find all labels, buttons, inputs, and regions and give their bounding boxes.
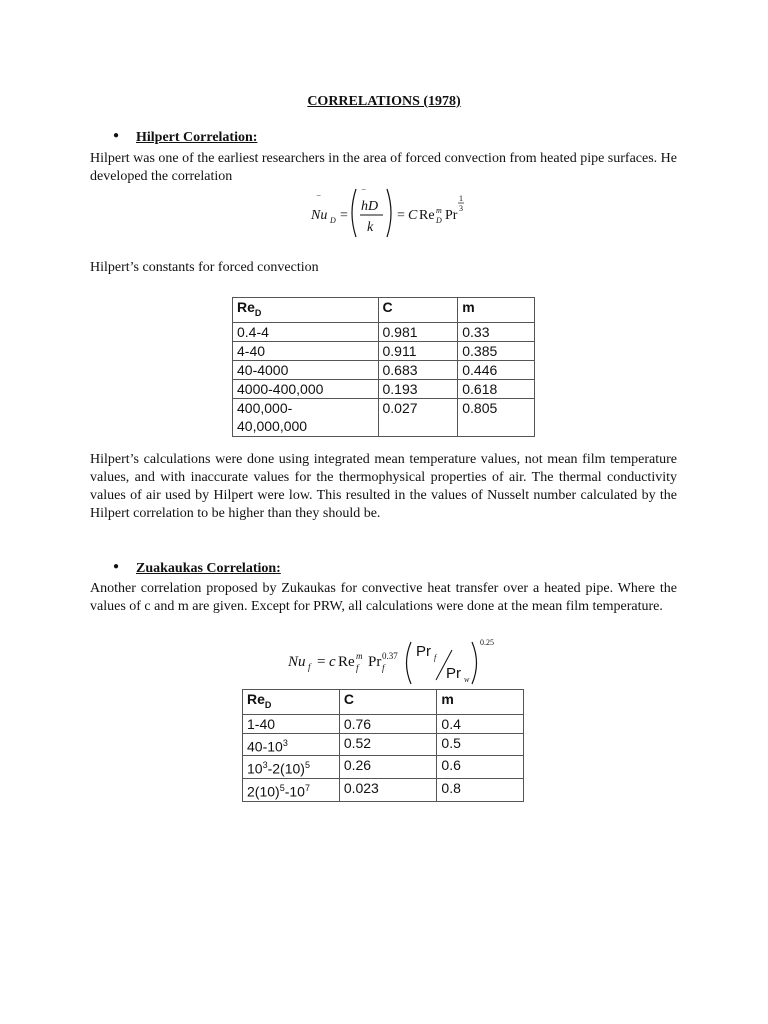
hilpert-heading-text: Hilpert Correlation:	[136, 130, 258, 145]
header-m: m	[437, 690, 524, 715]
cell-re: 4-40	[233, 341, 379, 360]
cell-re: 0.4-4	[233, 322, 379, 341]
bullet-icon: ●	[113, 561, 120, 572]
table-row	[233, 398, 535, 436]
svg-text:k: k	[367, 220, 374, 235]
cell-m: 0.8	[437, 779, 524, 802]
cell-m: 0.33	[458, 322, 535, 341]
cell-m: 0.446	[458, 360, 535, 379]
table-row	[243, 714, 524, 733]
svg-text:hD: hD	[361, 199, 379, 214]
cell-c: 0.52	[339, 733, 437, 756]
cell-c: 0.76	[339, 714, 437, 733]
cell-m: 0.618	[458, 379, 535, 398]
svg-text:‾: ‾	[317, 196, 321, 207]
svg-text:1: 1	[459, 194, 463, 203]
svg-text:Re: Re	[338, 654, 355, 670]
svg-text:w: w	[464, 675, 470, 684]
cell-c: 0.26	[339, 756, 437, 779]
svg-text:=: =	[340, 208, 348, 223]
svg-text:Pr: Pr	[445, 208, 458, 223]
cell-c: 0.911	[378, 341, 458, 360]
table-row	[233, 360, 535, 379]
svg-text:c: c	[329, 654, 336, 670]
cell-c: 0.981	[378, 322, 458, 341]
page-title: CORRELATIONS (1978)	[307, 94, 461, 109]
svg-text:Pr: Pr	[416, 643, 431, 660]
table-header-row	[243, 690, 524, 715]
svg-text:3: 3	[459, 204, 463, 213]
svg-text:m: m	[356, 651, 363, 661]
table-row	[243, 779, 524, 802]
svg-text:0.25: 0.25	[480, 638, 494, 647]
svg-text:=: =	[317, 654, 326, 670]
svg-text:C: C	[408, 208, 418, 223]
svg-text:f: f	[356, 663, 359, 673]
zukaukas-constants-table	[242, 689, 524, 802]
svg-text:f: f	[382, 663, 385, 673]
table-header-row	[233, 298, 535, 323]
cell-m: 0.4	[437, 714, 524, 733]
svg-text:Nu: Nu	[288, 654, 306, 670]
zukaukas-heading-text: Zuakaukas Correlation:	[136, 561, 281, 576]
table-row	[243, 756, 524, 779]
header-re: $Re_D$	[233, 298, 379, 323]
cell-c: 0.027	[378, 398, 458, 436]
cell-m: 0.6	[437, 756, 524, 779]
svg-text:‾: ‾	[362, 190, 366, 201]
header-re: $Re_D$	[243, 690, 340, 715]
bullet-icon: ●	[113, 130, 120, 141]
cell-c: 0.683	[378, 360, 458, 379]
svg-text:Pr: Pr	[368, 654, 382, 670]
table-row	[233, 341, 535, 360]
hilpert-table-caption: Hilpert’s constants for forced convection	[90, 260, 319, 275]
hilpert-equation	[308, 185, 468, 241]
svg-text:Re: Re	[419, 208, 435, 223]
hilpert-constants-table	[232, 297, 535, 437]
hilpert-discussion-paragraph: Hilpert’s calculations were done using integrated mean temperature values, not mean film temperature values, and with inaccurate values for the thermophysical properties of air. The thermal conductivity values of air used by Hilpert were low. This resulted in the values of Nusselt number calculated by the Hilpert correlation to be higher than they should be.	[90, 452, 677, 521]
table-row	[243, 733, 524, 756]
table-row	[233, 379, 535, 398]
hilpert-intro-paragraph: Hilpert was one of the earliest researchers in the area of forced convection from heated pipe surfaces. He developed the correlation	[90, 151, 677, 184]
svg-text:f: f	[308, 662, 311, 672]
svg-text:Pr: Pr	[446, 665, 461, 682]
cell-re: 40-4000	[233, 360, 379, 379]
svg-text:m: m	[436, 206, 442, 215]
zukaukas-intro-paragraph: Another correlation proposed by Zukaukas for convective heat transfer over a heated pipe. Where the values of c and m are given. Except for PRW, all calculations were done at the mean film temperature.	[90, 581, 677, 614]
cell-c: 0.023	[339, 779, 437, 802]
header-c: C	[339, 690, 437, 715]
zukaukas-equation	[286, 636, 506, 686]
cell-m: 0.5	[437, 733, 524, 756]
cell-m: 0.385	[458, 341, 535, 360]
cell-re: $10^3-2(10)^5$	[243, 756, 340, 779]
svg-text:D: D	[330, 216, 336, 225]
cell-c: 0.193	[378, 379, 458, 398]
svg-text:Nu: Nu	[311, 208, 328, 223]
cell-m: 0.805	[458, 398, 535, 436]
cell-re: 1-40	[243, 714, 340, 733]
cell-re: $2(10)^5-10^7$	[243, 779, 340, 802]
svg-text:f: f	[434, 653, 437, 662]
table-row	[233, 322, 535, 341]
cell-re: 400,000- 40,000,000	[233, 398, 379, 436]
svg-text:D: D	[436, 216, 442, 225]
header-m: m	[458, 298, 535, 323]
svg-text:0.37: 0.37	[382, 651, 398, 661]
cell-re: $40-10^3$	[243, 733, 340, 756]
cell-re: 4000-400,000	[233, 379, 379, 398]
header-c: C	[378, 298, 458, 323]
svg-text:=: =	[397, 208, 405, 223]
